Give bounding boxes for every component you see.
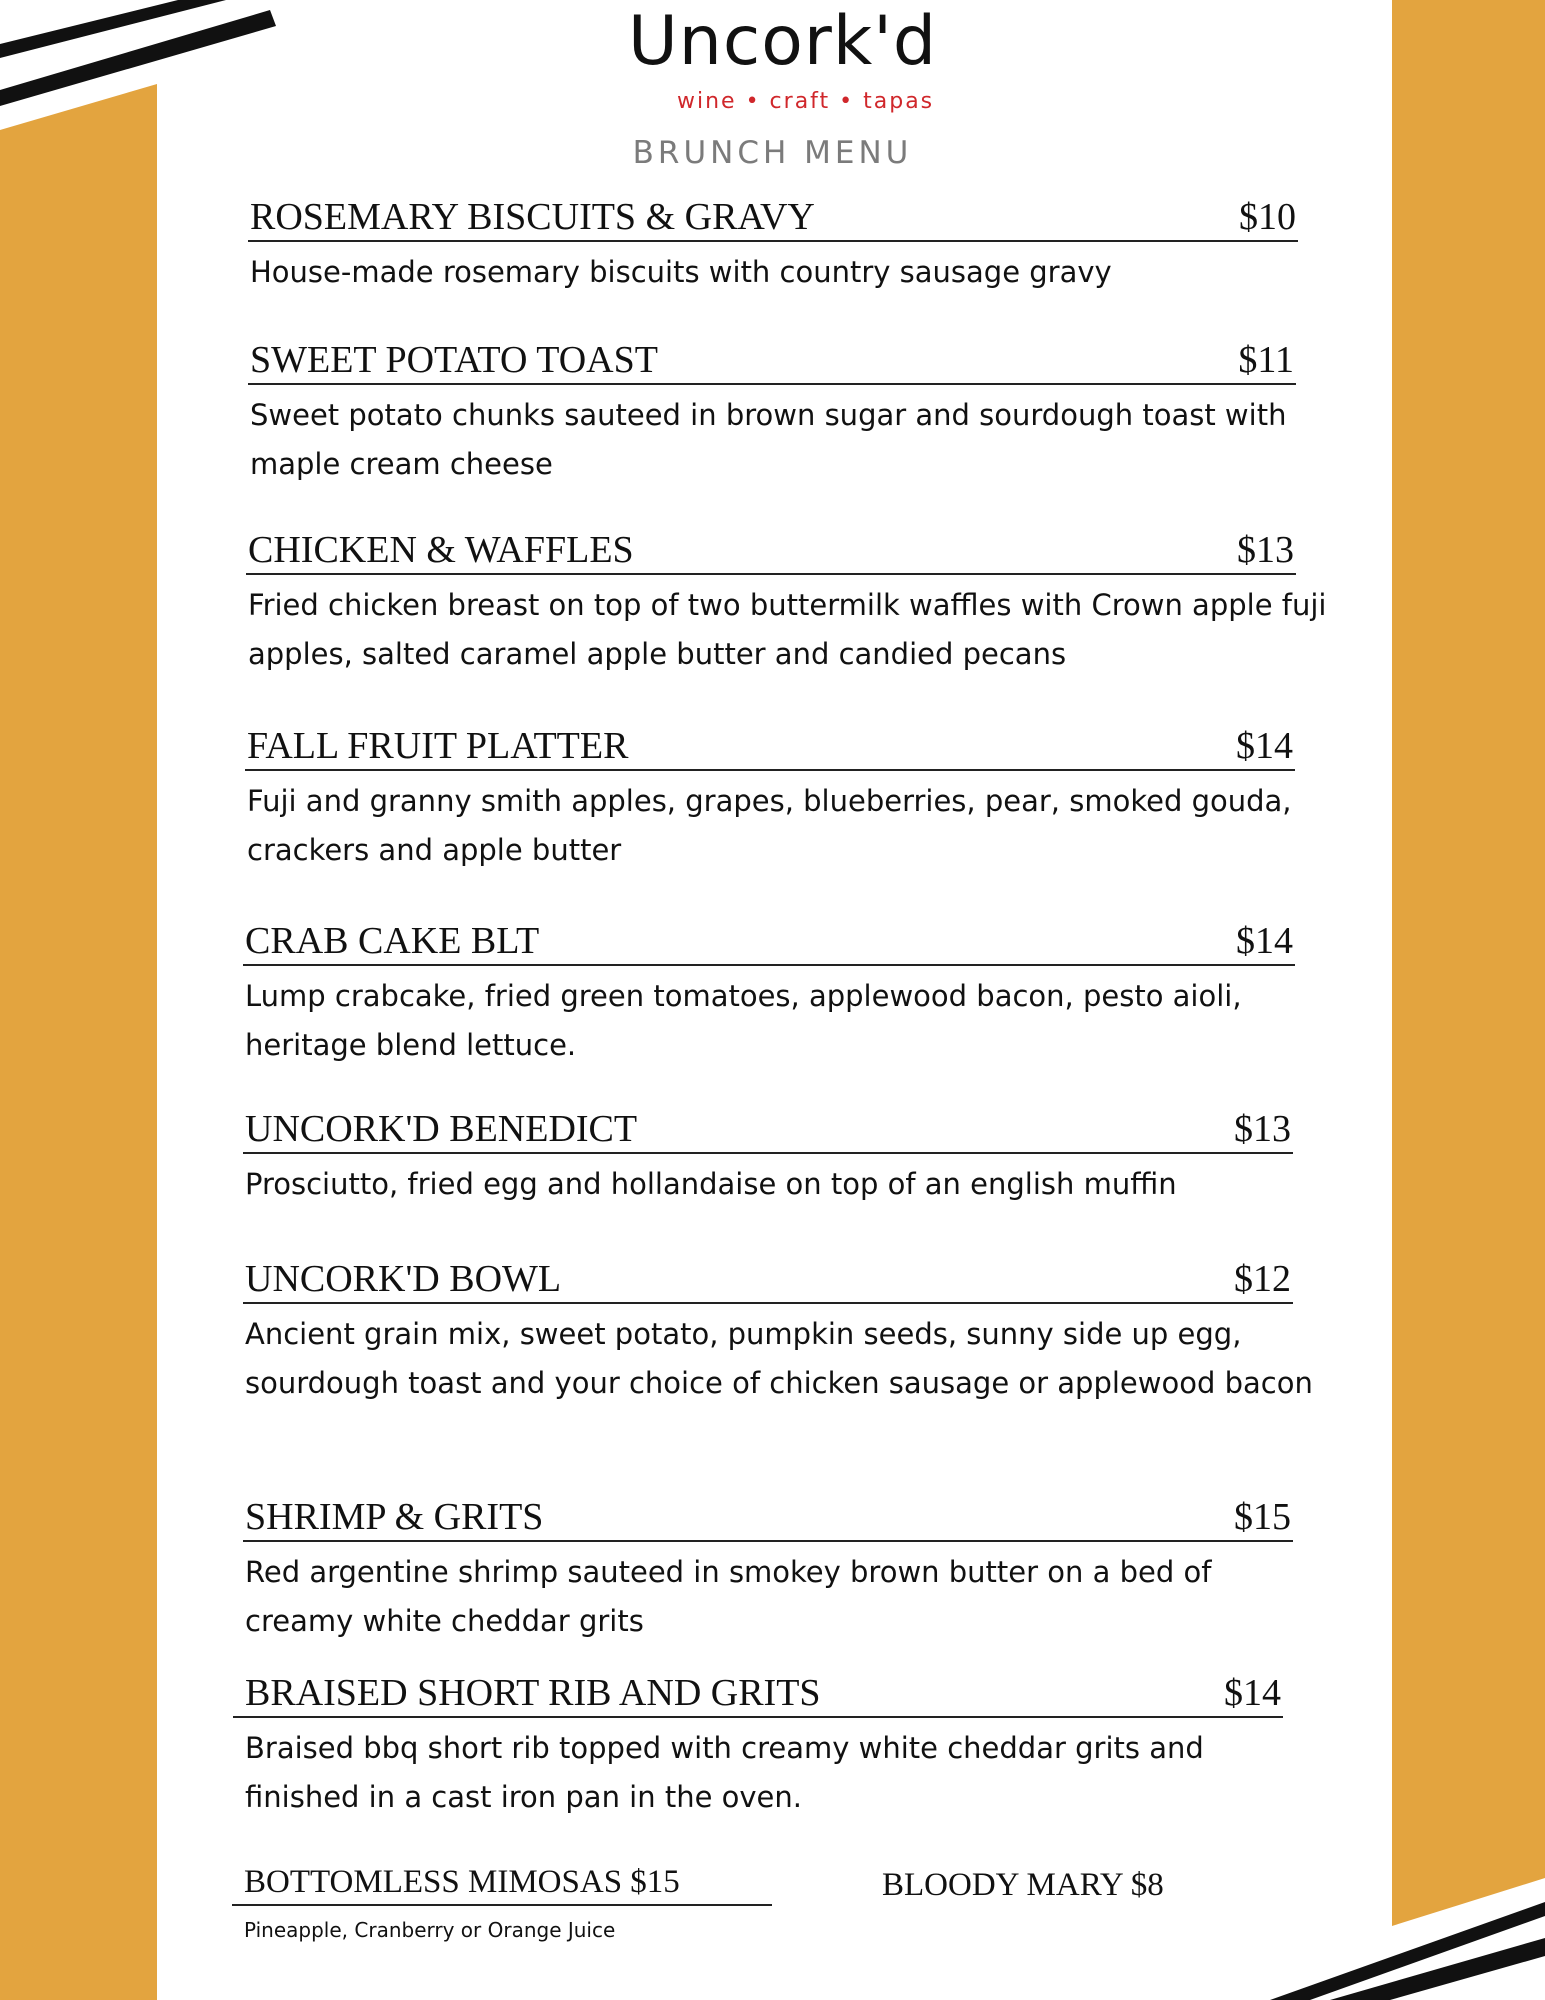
right-accent-panel: [1392, 0, 1545, 1926]
menu-item-header: [243, 1100, 1293, 1154]
menu-item-name: UNCORK'D BENEDICT: [245, 1108, 638, 1150]
menu-item-description: Lump crabcake, fried green tomatoes, applewood bacon, pesto aioli, heritage blend lettuce.: [245, 979, 1242, 1062]
left-accent-panel: [0, 84, 157, 2000]
menu-item-header: [233, 1664, 1283, 1718]
menu-item-price: $14: [1224, 1672, 1281, 1714]
menu-item-price: $15: [1234, 1496, 1291, 1538]
menu-item-price: $12: [1234, 1258, 1291, 1300]
menu-item-price: $10: [1239, 196, 1296, 238]
menu-item-header: [248, 331, 1296, 385]
menu-item-price: $14: [1236, 920, 1293, 962]
logo-wordmark: Uncork'd: [628, 2, 938, 81]
logo: [620, 2, 938, 118]
menu-item-price: $11: [1238, 339, 1294, 381]
menu-item-description: Sweet potato chunks sauteed in brown sugar and sourdough toast with maple cream cheese: [250, 398, 1287, 481]
menu-item-description: Braised bbq short rib topped with creamy white cheddar grits and finished in a cast iron pan in the oven.: [245, 1731, 1204, 1814]
menu-item-price: $13: [1234, 1108, 1291, 1150]
menu-item-name: SHRIMP & GRITS: [245, 1496, 544, 1538]
menu-item-header: [246, 521, 1296, 575]
menu-item-name: ROSEMARY BISCUITS & GRAVY: [250, 196, 815, 238]
menu-item-description: House-made rosemary biscuits with country sausage gravy: [250, 255, 1112, 289]
mimosa-options: Pineapple, Cranberry or Orange Juice: [244, 1918, 616, 1942]
logo-tagline: wine • craft • tapas: [677, 89, 935, 114]
menu-item-price: $13: [1237, 529, 1294, 571]
menu-item-header: [243, 1488, 1293, 1542]
mimosas-label: BOTTOMLESS MIMOSAS $15: [244, 1864, 680, 1900]
menu-item-name: CHICKEN & WAFFLES: [248, 529, 634, 571]
menu-item-description: Ancient grain mix, sweet potato, pumpkin seeds, sunny side up egg, sourdough toast and your choice of chicken sausage or applewood bacon: [245, 1317, 1313, 1400]
menu-item-header: [248, 188, 1298, 242]
menu-item-header: [245, 717, 1295, 771]
menu-item-name: BRAISED SHORT RIB AND GRITS: [245, 1672, 821, 1714]
menu-item-description: Fuji and granny smith apples, grapes, blueberries, pear, smoked gouda, crackers and apple butter: [247, 784, 1292, 867]
menu-item-name: CRAB CAKE BLT: [245, 920, 540, 962]
menu-item-name: UNCORK'D BOWL: [245, 1258, 562, 1300]
menu-item-description: Red argentine shrimp sauteed in smokey brown butter on a bed of creamy white cheddar grits: [245, 1555, 1212, 1638]
menu-item-header: [243, 912, 1295, 966]
menu-item-price: $14: [1236, 725, 1293, 767]
menu-title: BRUNCH MENU: [632, 135, 913, 171]
mimosas-underline: [232, 1904, 772, 1906]
menu-item-description: Fried chicken breast on top of two buttermilk waffles with Crown apple fuji apples, salted caramel apple butter and candied pecans: [248, 588, 1327, 671]
menu-item-name: SWEET POTATO TOAST: [250, 339, 658, 381]
bloody-mary-label: BLOODY MARY $8: [882, 1867, 1164, 1903]
menu-item-description: Prosciutto, fried egg and hollandaise on top of an english muffin: [245, 1167, 1177, 1201]
menu-item-header: [243, 1250, 1293, 1304]
menu-item-name: FALL FRUIT PLATTER: [247, 725, 629, 767]
